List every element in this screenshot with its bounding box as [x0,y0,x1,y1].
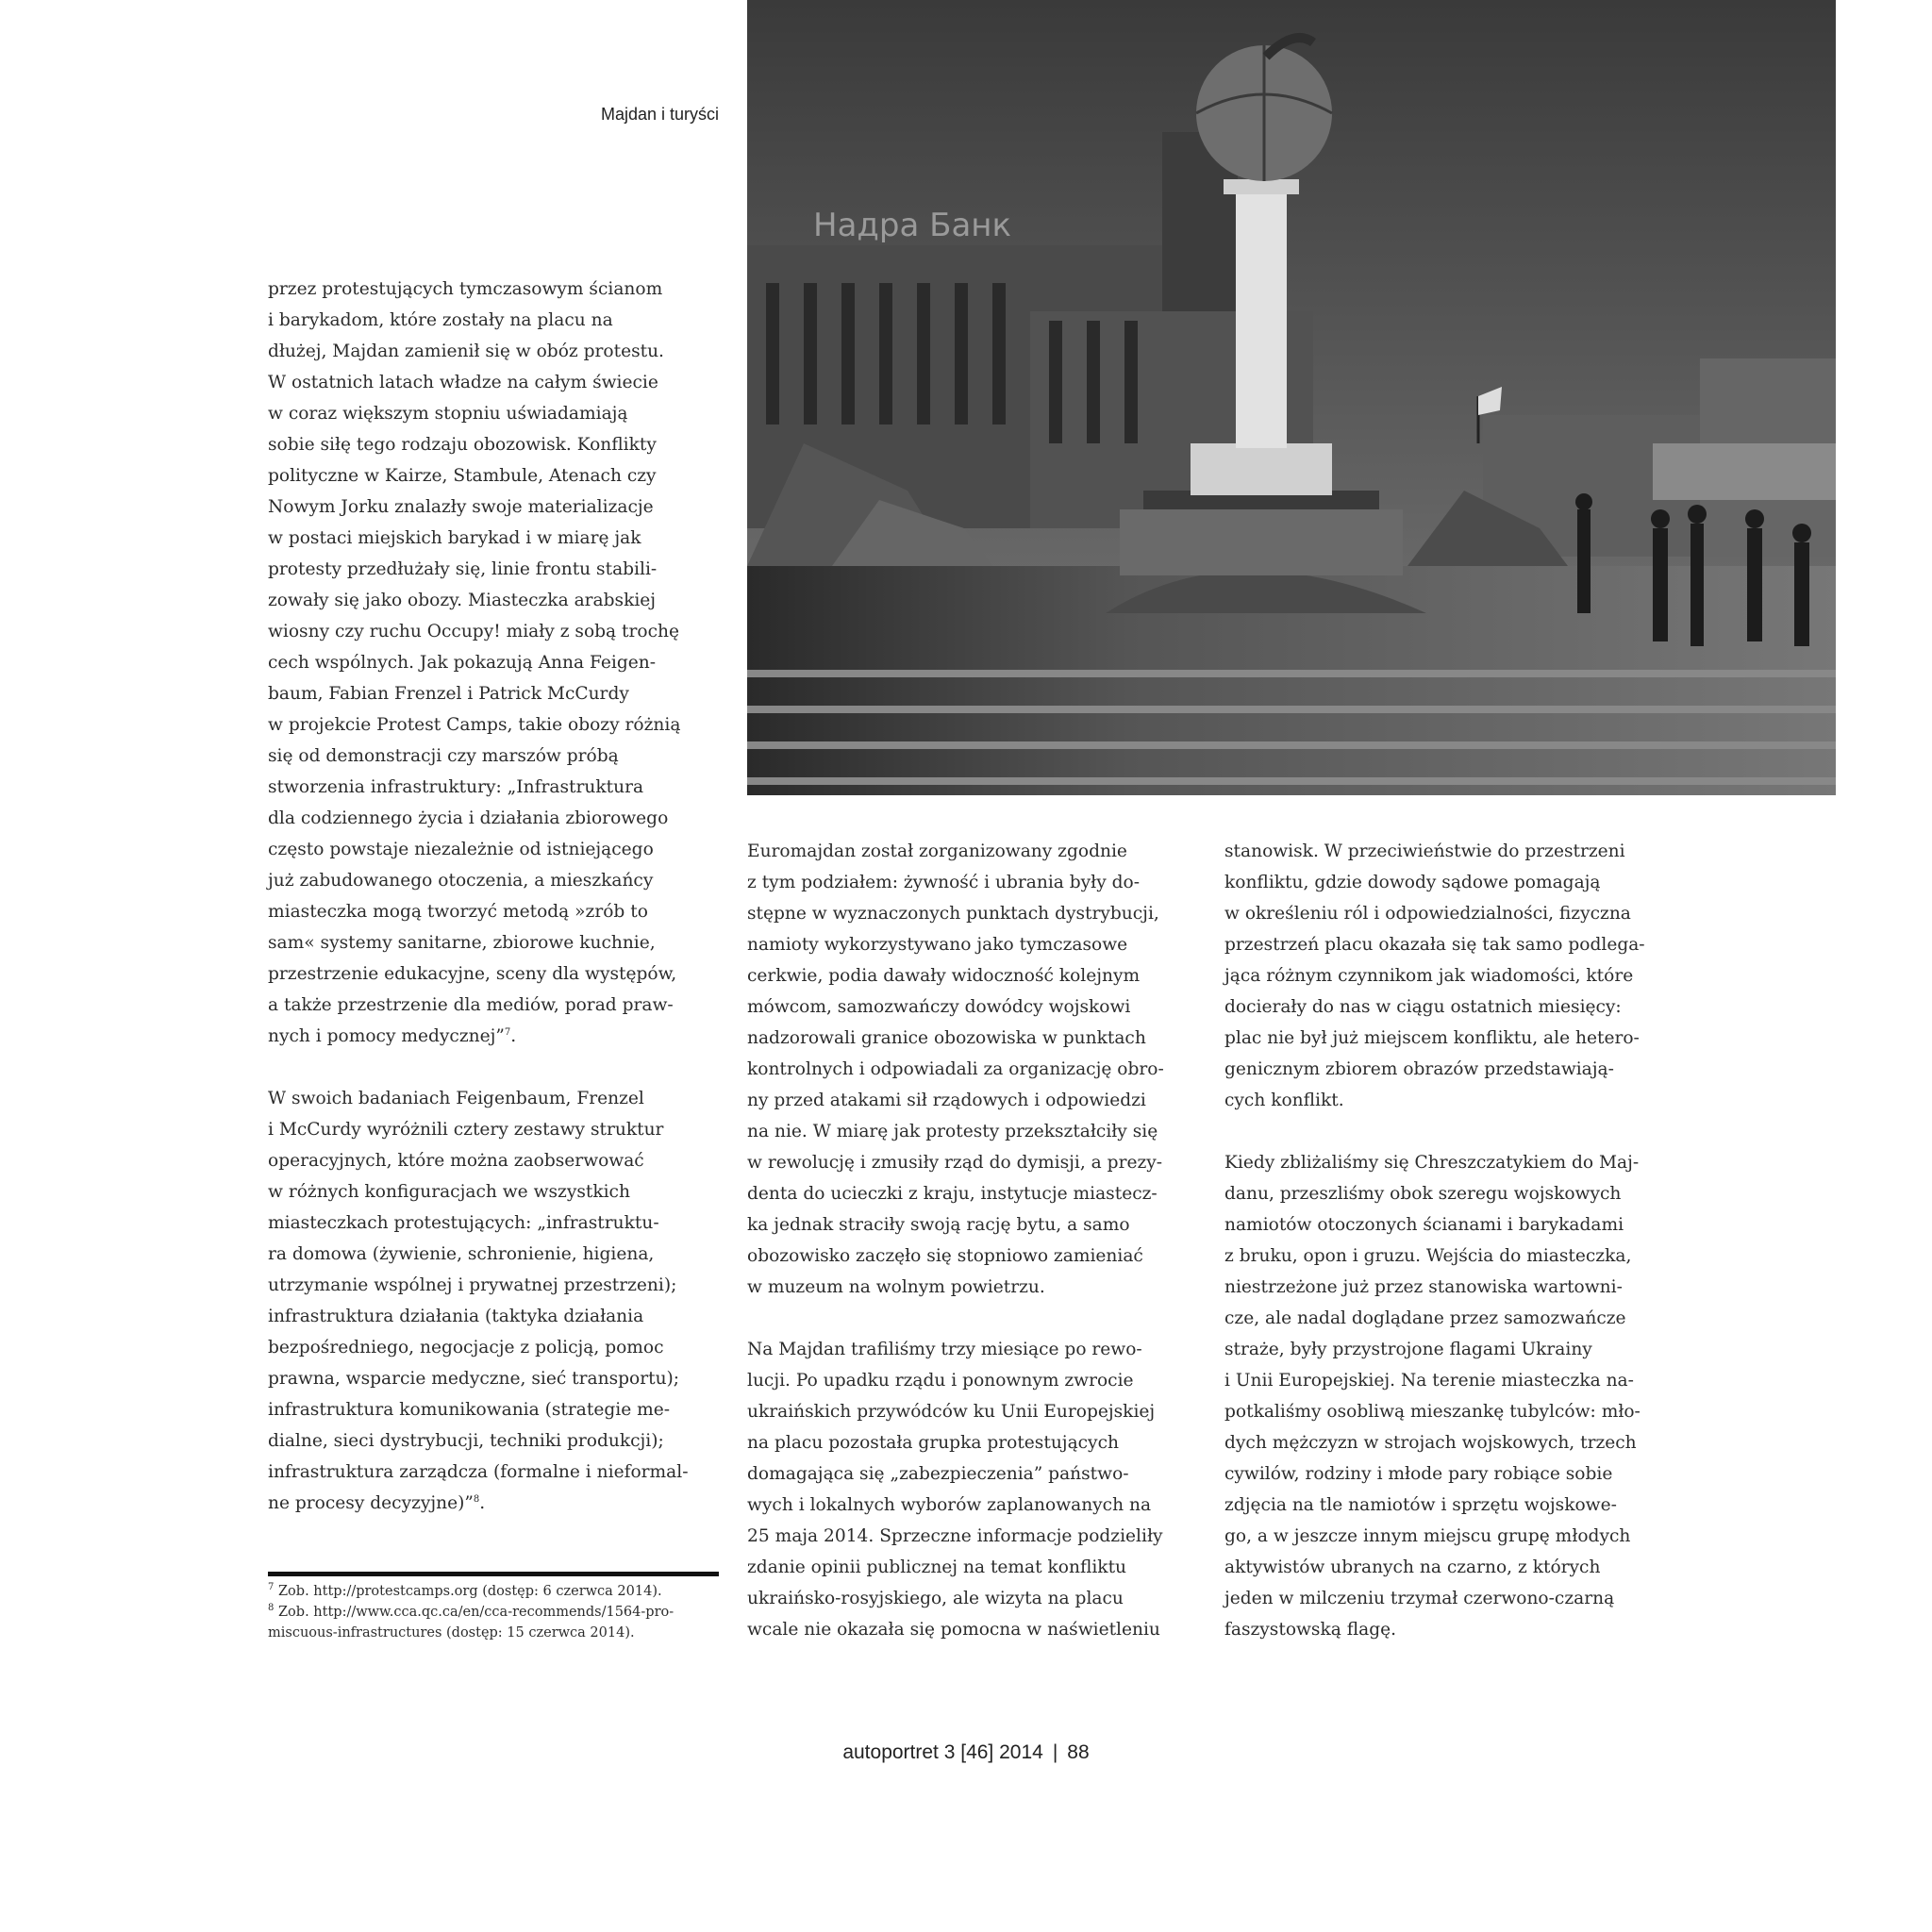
footnote-text: Zob. http://www.cca.qc.ca/en/cca-recommends/1564-pro- miscuous-infrastructures (dostęp: 15 czerwca 2014). [268,1605,675,1641]
paragraph: przez protestujących tymczasowym ścianom i barykadom, które zostały na placu na dłużej, Majdan zamienił się w obóz protestu. W ostatnich latach władze na całym świecie w coraz większym stopniu uświadamiają sobie siłę tego rodzaju obozowisk. Konflikty polityczne w Kairze, Stambule, Atenach czy Nowym Jorku znalazły swoje materializacje w postaci miejskich barykad i w miarę jak protesty przedłużały się, linie frontu stabili- zowały się jako obozy. Miasteczka arabskiej wiosny czy ruchu Occupy! miały z sobą trochę cech wspólnych. Jak pokazują Anna Feigen- baum, Fabian Frenzel i Patrick McCurdy w projekcie Protest Camps, takie obozy różnią się od demonstracji czy marszów próbą stworzenia infrastruktury: „Infrastruktura dla codziennego życia i działania zbiorowego często powstaje niezależnie od istniejącego już zabudowanego otoczenia, a mieszkańcy miasteczka mogą tworzyć metodą »zrób to sam« systemy sanitarne, zbiorowe kuchnie, przestrzenie edukacyjne, sceny dla występów, a także przestrzenie dla mediów, porad praw- nych i pomocy medycznej”$^7$. [268,279,681,1046]
page-footer [0,1741,1932,1764]
footnote-ref: 7 [504,1026,511,1038]
paragraph: stanowisk. W przeciwieństwie do przestrzeni konfliktu, gdzie dowody sądowe pomagają w określeniu ról i odpowiedzialności, fizyczna przestrzeń placu okazała się tak samo podlega- jąca różnym czynnikom jak wiadomości, które docierały do nas w ciągu ostatnich miesięcy: plac nie był już miejscem konfliktu, ale hetero- genicznym zbiorem obrazów przedstawiają- cych konflikt. [1224,841,1645,1110]
bank-sign: Надра Банк [813,207,1012,244]
column-1 [268,274,740,1519]
page-number: 88 [1067,1741,1090,1763]
paragraph: Na Majdan trafiliśmy trzy miesiące po rewo- lucji. Po upadku rządu i ponownym zwrocie ukraińskich przywódców ku Unii Europejskiej na placu pozostała grupka protestujących domagająca się „zabezpieczenia” państwo- wych i lokalnych wyborów zaplanowanych na 25 maja 2014. Sprzeczne informacje podzieliły zdanie opinii publicznej na temat konfliktu ukraińsko-rosyjskiego, ale wizyta na placu wcale nie okazała się pomocna w naświetleniu [747,1340,1163,1640]
maidan-photo [747,0,1836,795]
footnotes [268,1581,740,1643]
paragraph-text: W swoich badaniach Feigenbaum, Frenzel i McCurdy wyróżnili cztery zestawy struktur operacyjnych, które można zaobserwować w różnych konfiguracjach we wszystkich miasteczkach protestujących: „infrastruktu- ra domowa (żywienie, schronienie, higiena, utrzymanie wspólnej i prywatnej przestrzeni); infrastruktura działania (taktyka działania bezpośredniego, negocjacje z policją, pomoc prawna, wsparcie medyczne, sieć transportu); infrastruktura komunikowania (strategie me- dialne, sieci dystrybucji, techniki produkcji); infrastruktura zarządcza (formalne i nieformal- ne procesy decyzyjne)” [268,1089,689,1513]
footnote-text: Zob. http://protestcamps.org (dostęp: 6 czerwca 2014). [277,1584,662,1599]
paragraph-text: przez protestujących tymczasowym ścianom i barykadom, które zostały na placu na dłużej, Majdan zamienił się w obóz protestu. W ostatnich latach władze na całym świecie w coraz większym stopniu uświadamiają sobie siłę tego rodzaju obozowisk. Konflikty polityczne w Kairze, Stambule, Atenach czy Nowym Jorku znalazły swoje materializacje w postaci miejskich barykad i w miarę jak protesty przedłużały się, linie frontu stabili- zowały się jako obozy. Miasteczka arabskiej wiosny czy ruchu Occupy! miały z sobą trochę cech wspólnych. Jak pokazują Anna Feigen- baum, Fabian Frenzel i Patrick McCurdy w projekcie Protest Camps, takie obozy różnią się od demonstracji czy marszów próbą stworzenia infrastruktury: „Infrastruktura dla codziennego życia i działania zbiorowego często powstaje niezależnie od istniejącego już zabudowanego otoczenia, a mieszkańcy miasteczka mogą tworzyć metodą »zrób to sam« systemy sanitarne, zbiorowe kuchnie, przestrzenie edukacyjne, sceny dla występów, a także przestrzenie dla mediów, porad praw- nych i pomocy medycznej” [268,279,681,1046]
footnote-number: 7 [268,1582,275,1593]
footnote-divider [268,1572,719,1576]
maidan-monument-photo-icon [747,0,1836,795]
column-3 [1224,836,1696,1645]
column-2 [747,836,1219,1645]
paragraph: W swoich badaniach Feigenbaum, Frenzel i McCurdy wyróżnili cztery zestawy struktur operacyjnych, które można zaobserwować w różnych konfiguracjach we wszystkich miasteczkach protestujących: „infrastruktu- ra domowa (żywienie, schronienie, higiena, utrzymanie wspólnej i prywatnej przestrzeni); infrastruktura działania (taktyka działania bezpośredniego, negocjacje z policją, pomoc prawna, wsparcie medyczne, sieć transportu); infrastruktura komunikowania (strategie me- dialne, sieci dystrybucji, techniki produkcji); infrastruktura zarządcza (formalne i nieformal- ne procesy decyzyjne)”$^8$. [268,1089,689,1513]
paragraph: Kiedy zbliżaliśmy się Chreszczatykiem do Maj- danu, przeszliśmy obok szeregu wojskowych namiotów otoczonych ścianami i barykadami z bruku, opon i gruzu. Wejścia do miasteczka, niestrzeżone już przez stanowiska wartowni- cze, ale nadal doglądane przez samozwańcze straże, były przystrojone flagami Ukrainy i Unii Europejskiej. Na terenie miasteczka na- potkaliśmy osobliwą mieszankę tubylców: mło- dych mężczyzn w strojach wojskowych, trzech cywilów, rodziny i młode pary robiące sobie zdjęcia na tle namiotów i sprzętu wojskowe- go, a w jeszcze innym miejscu grupę młodych aktywistów ubranych na czarno, z których jeden w milczeniu trzymał czerwono-czarną faszystowską flagę. [1224,1153,1641,1640]
running-title: Majdan i turyści [600,105,719,124]
footnote [268,1581,740,1602]
footnote-number: 8 [268,1603,275,1614]
footnote-ref: 8 [473,1493,480,1505]
footnote [268,1602,740,1643]
paragraph: Euromajdan został zorganizowany zgodnie z tym podziałem: żywność i ubrania były do- stępne w wyznaczonych punktach dystrybucji, namioty wykorzystywano jako tymczasowe cerkwie, podia dawały widoczność kolejnym mówcom, samozwańczy dowódcy wojskowi nadzorowali granice obozowiska w punktach kontrolnych i odpowiadali za organizację obro- ny przed atakami sił rządowych i odpowiedzi na nie. W miarę jak protesty przekształciły się w rewolucję i zmusiły rząd do dymisji, a prezy- denta do ucieczki z kraju, instytucje miastecz- ka jednak straciły swoją rację bytu, a samo obozowisko zaczęło się stopniowo zamieniać w muzeum na wolnym powietrzu. [747,841,1164,1297]
footer-separator: | [1052,1741,1058,1763]
journal-issue: autoportret 3 [46] 2014 [842,1741,1043,1763]
